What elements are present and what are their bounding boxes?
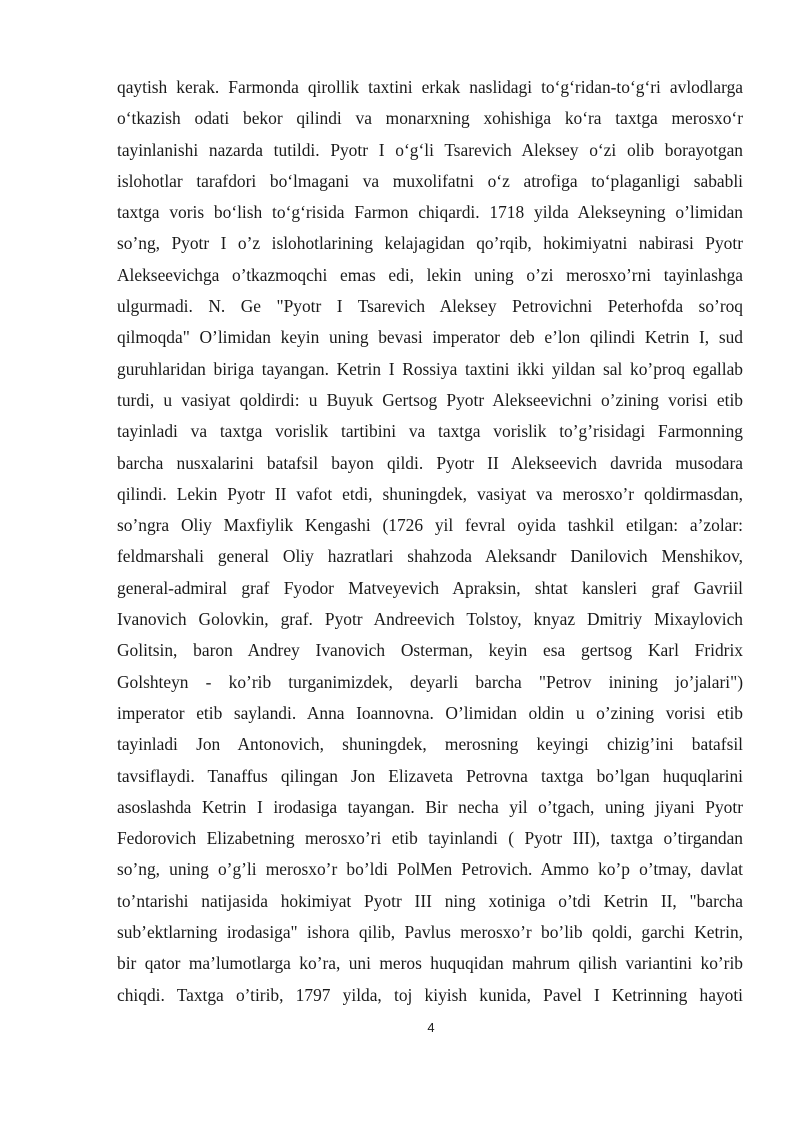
text-line: guruhlaridan biriga tayangan. Ketrin I Rossiya taxtini ikki yildan sal ko’proq egallab [117, 358, 743, 379]
text-line: general-admiral graf Fyodor Matveyevich Apraksin, shtat kansleri graf Gavriil [117, 577, 743, 598]
text-line: tavsiflaydi. Tanaffus qilingan Jon Elizaveta Petrovna taxtga bo’lgan huquqlarini [117, 765, 743, 786]
text-line: so’ng, Pyotr I o’z islohotlarining kelajagidan qo’rqib, hokimiyatni nabirasi Pyotr [117, 233, 743, 254]
text-line: ulgurmadi. N. Ge "Pyotr I Tsarevich Aleksey Petrovichni Peterhofda so’roq [117, 296, 743, 317]
text-line: Alekseevichga o’tkazmoqchi emas edi, lekin uning o’zi merosxo’rni tayinlashga [117, 264, 743, 285]
text-line: Golitsin, baron Andrey Ivanovich Osterman, keyin esa gertsog Karl Fridrix [117, 640, 743, 661]
text-line: tayinlanishi nazarda tutildi. Pyotr I o‘g‘li Tsarevich Aleksey o‘zi olib borayotgan [117, 139, 743, 160]
text-line: o‘tkazish odati bekor qilindi va monarxning xohishiga ko‘ra taxtga merosxo‘r [117, 108, 743, 129]
text-line: asoslashda Ketrin I irodasiga tayangan. Bir necha yil o’tgach, uning jiyani Pyotr [117, 796, 743, 817]
text-line: islohotlar tarafdori bo‘lmagani va muxolifatni o‘z atrofiga to‘plaganligi sababli [117, 170, 743, 191]
text-line: feldmarshali general Oliy hazratlari shahzoda Aleksandr Danilovich Menshikov, [117, 546, 743, 567]
text-line: chiqdi. Taxtga o’tirib, 1797 yilda, toj kiyish kunida, Pavel I Ketrinning hayoti [117, 984, 743, 1005]
text-line: barcha nusxalarini batafsil bayon qildi. Pyotr II Alekseevich davrida musodara [117, 452, 743, 473]
text-line: Fedorovich Elizabetning merosxo’ri etib tayinlandi ( Pyotr III), taxtga o’tirgandan [117, 828, 743, 849]
text-line: bir qator ma’lumotlarga ko’ra, uni meros huquqidan mahrum qilish variantini ko’rib [117, 953, 743, 974]
text-line: Golshteyn - ko’rib turganimizdek, deyarli barcha "Petrov inining jo’jalari") [117, 671, 743, 692]
page-number: 4 [427, 1020, 435, 1035]
text-line: so’ngra Oliy Maxfiylik Kengashi (1726 yil fevral oyida tashkil etilgan: a’zolar: [117, 515, 743, 536]
text-line: tayinladi Jon Antonovich, shuningdek, merosning keyingi chizig’ini batafsil [117, 734, 743, 755]
text-line: taxtga voris bo‘lish to‘g‘risida Farmon chiqardi. 1718 yilda Alekseyning o’limidan [117, 202, 743, 223]
text-line: sub’ektlarning irodasiga" ishora qilib, Pavlus merosxo’r bo’lib qoldi, garchi Ketrin, [117, 922, 743, 943]
text-line: to’ntarishi natijasida hokimiyat Pyotr III ning xotiniga o’tdi Ketrin II, "barcha [117, 890, 743, 911]
text-line: qilindi. Lekin Pyotr II vafot etdi, shuningdek, vasiyat va merosxo’r qoldirmasdan, [117, 483, 743, 504]
text-line: tayinladi va taxtga vorislik tartibini va taxtga vorislik to’g’risidagi Farmonning [117, 421, 743, 442]
text-line: Ivanovich Golovkin, graf. Pyotr Andreevich Tolstoy, knyaz Dmitriy Mixaylovich [117, 609, 743, 630]
text-line: qaytish kerak. Farmonda qirollik taxtini erkak naslidagi to‘g‘ridan-to‘g‘ri avlodlarga [117, 77, 743, 97]
text-line: so’ng, uning o’g’li merosxo’r bo’ldi PolMen Petrovich. Ammo ko’p o’tmay, davlat [117, 859, 743, 880]
text-line: imperator etib saylandi. Anna Ioannovna. O’limidan oldin u o’zining vorisi etib [117, 702, 743, 723]
text-line: turdi, u vasiyat qoldirdi: u Buyuk Gertsog Pyotr Alekseevichni o’zining vorisi etib [117, 389, 743, 410]
body-text [117, 72, 743, 1011]
text-line: qilmoqda" O’limidan keyin uning bevasi imperator deb e’lon qilindi Ketrin I, sud [117, 327, 743, 348]
